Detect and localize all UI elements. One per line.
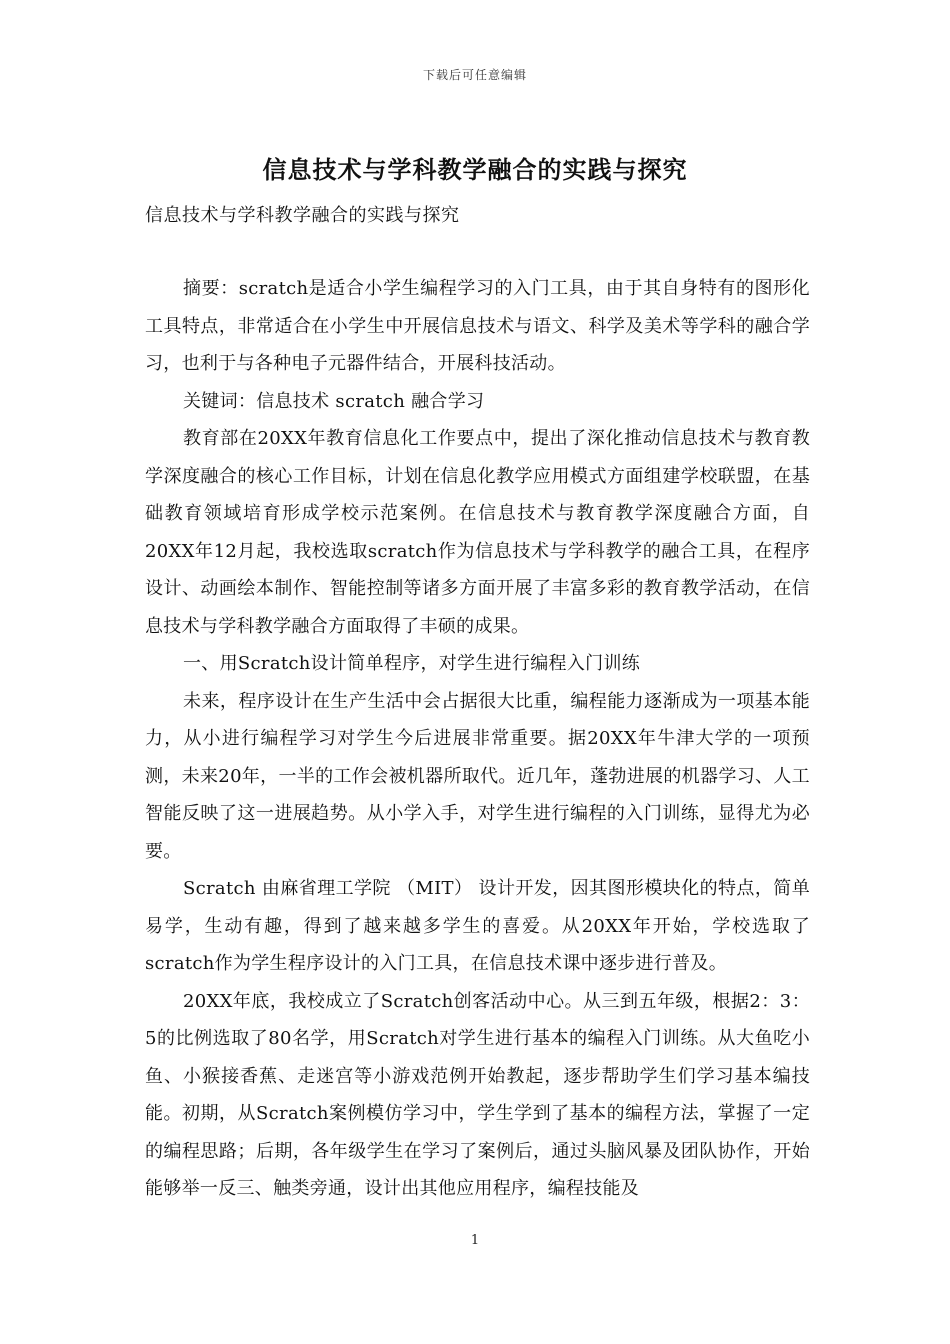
header-note: 下载后可任意编辑 (422, 68, 527, 82)
body-paragraph: 未来，程序设计在生产生活中会占据很大比重，编程能力逐渐成为一项基本能力，从小进行编程学习对学生今后进展非常重要。据20XX年牛津大学的一项预测，未来20年，一半的工作会被机器所取代。近几年，蓬勃进展的机器学习、人工智能反映了这一进展趋势。从小学入手，对学生进行编程的入门训练，显得尤为必要。 (145, 690, 810, 862)
document-title: 信息技术与学科教学融合的实践与探究 (262, 155, 688, 184)
abstract-paragraph: 摘要：scratch是适合小学生编程学习的入门工具，由于其自身特有的图形化工具特点，非常适合在小学生中开展信息技术与语文、科学及美术等学科的融合学习，也利于与各种电子元器件结合，开展科技活动。 (145, 278, 810, 374)
document-subtitle: 信息技术与学科教学融合的实践与探究 (145, 205, 460, 226)
body-paragraph: 教育部在20XX年教育信息化工作要点中，提出了深化推动信息技术与教育教学深度融合的核心工作目标，计划在信息化教学应用模式方面组建学校联盟，在基础教育领域培育形成学校示范案例。在信息技术与教育教学深度融合方面，自20XX年12月起，我校选取scratch作为信息技术与学科教学的融合工具，在程序设计、动画绘本制作、智能控制等诸多方面开展了丰富多彩的教育教学活动，在信息技术与学科教学融合方面取得了丰硕的成果。 (145, 428, 810, 637)
body-paragraph: 20XX年底，我校成立了Scratch创客活动中心。从三到五年级，根据2：3：5的比例选取了80名学，用Scratch对学生进行基本的编程入门训练。从大鱼吃小鱼、小猴接香蕉、走迷宫等小游戏范例开始教起，逐步帮助学生们学习基本编技能。初期，从Scratch案例模仿学习中，学生学到了基本的编程方法，掌握了一定的编程思路；后期，各年级学生在学习了案例后，通过头脑风暴及团队协作，开始能够举一反三、触类旁通，设计出其他应用程序，编程技能及 (145, 990, 810, 1199)
document-body (145, 270, 810, 1208)
keywords-paragraph: 关键词：信息技术 scratch 融合学习 (183, 390, 485, 412)
body-paragraph: Scratch 由麻省理工学院 （MIT） 设计开发，因其图形模块化的特点，简单易学，生动有趣，得到了越来越多学生的喜爱。从20XX年开始，学校选取了scratch作为学生程序设计的入门工具，在信息技术课中逐步进行普及。 (145, 878, 810, 974)
section-heading: 一、用Scratch设计简单程序，对学生进行编程入门训练 (183, 653, 641, 674)
page-number: 1 (470, 1233, 480, 1248)
